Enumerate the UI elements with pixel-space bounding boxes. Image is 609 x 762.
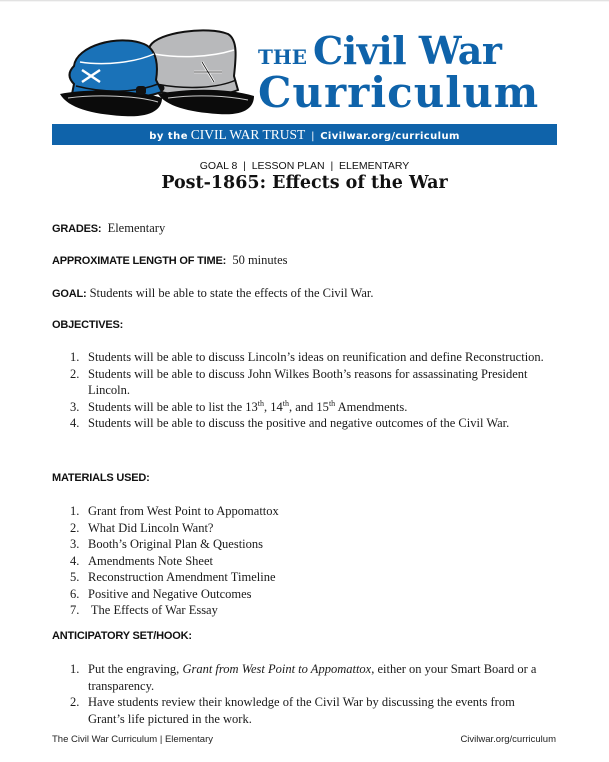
goal-breadcrumb: GOAL 8 | LESSON PLAN | ELEMENTARY [199,160,410,172]
footer-url: Civilwar.org/curriculum [460,734,556,745]
list-item [70,661,550,694]
list-text: The Effects of War Essay [88,603,218,617]
list-item [70,602,370,619]
list-number: 4. [70,553,80,568]
grades-label: GRADES: [52,223,102,235]
page-title: Post-1865: Effects of the War [161,173,448,193]
list-number: 3. [70,537,80,551]
list-number: 7. [70,603,80,617]
list-text: Booth’s Original Plan & Questions [88,537,263,551]
list-number: 2. [70,695,80,709]
list-text: Reconstruction Amendment Timeline [88,570,276,584]
list-item [70,399,550,416]
grades-field [52,220,165,237]
list-item [70,415,550,432]
grades-value: Elementary [107,221,166,235]
banner-url: Civilwar.org/curriculum [320,131,460,142]
list-number: 4. [70,416,80,430]
hook-heading: ANTICIPATORY SET/HOOK: [52,630,192,642]
page-top-shadow [0,0,609,2]
list-item [70,586,370,603]
list-text: Students will be able to discuss Lincoln’s ideas on reunification and define Reconstruction. [88,350,544,364]
wordmark-line-2: Curriculum [258,68,540,117]
list-number: 1. [70,350,80,364]
confederate-kepi-hat-icon [148,30,254,114]
list-item [70,503,370,520]
list-text: Students will be able to discuss John Wilkes Booth’s reasons for assassinating President Lincoln. [88,366,528,397]
list-number: 5. [70,570,80,584]
banner-separator: | [311,131,315,142]
kepi-hats-logo-icon [58,28,258,120]
list-number: 2. [70,366,80,381]
time-value: 50 minutes [232,253,288,267]
list-text: Grant from West Point to Appomattox [88,504,279,518]
list-number: 3. [70,399,80,414]
list-item [70,349,550,366]
list-number: 6. [70,586,80,601]
list-item [70,694,550,727]
objectives-heading: OBJECTIVES: [52,319,124,331]
time-label: APPROXIMATE LENGTH OF TIME: [52,255,227,267]
list-text: Positive and Negative Outcomes [88,586,252,601]
goal-field [52,285,373,302]
list-text: Have students review their knowledge of the Civil War by discussing the events from Grant’s life pictured in the work. [88,695,515,726]
list-text: Amendments Note Sheet [88,553,213,568]
hook-list [70,661,550,727]
time-field [52,252,288,269]
list-number: 1. [70,662,80,676]
materials-list [70,503,370,619]
wordmark-civil-war: Civil War [313,28,502,73]
list-item [70,536,370,553]
goal-label: GOAL: [52,288,87,300]
union-kepi-hat-icon [60,40,162,116]
banner-trust-name: CIVIL WAR TRUST [190,127,306,142]
wordmark-the: THE [258,45,308,69]
list-item [70,520,370,537]
banner-by-text: by the [149,131,189,142]
footer-left: The Civil War Curriculum | Elementary [52,734,214,745]
list-number: 1. [70,504,80,518]
list-text: Students will be able to discuss the positive and negative outcomes of the Civil War. [88,416,510,430]
objectives-list [70,349,550,432]
goal-value: Students will be able to state the effects of the Civil War. [89,286,374,300]
materials-heading: MATERIALS USED: [52,472,150,484]
engraving-title: Grant from West Point to Appomattox [182,662,372,676]
list-number: 2. [70,520,80,535]
list-item [70,553,370,570]
list-item [70,569,370,586]
list-item [70,366,550,399]
list-text: Students will be able to list the 13th, 14th, and 15th Amendments. [88,398,408,414]
trust-banner [52,124,557,145]
list-text: What Did Lincoln Want? [88,520,214,535]
list-text: Put the engraving, Grant from West Point to Appomattox, either on your Smart Board or a transparency. [88,662,537,693]
